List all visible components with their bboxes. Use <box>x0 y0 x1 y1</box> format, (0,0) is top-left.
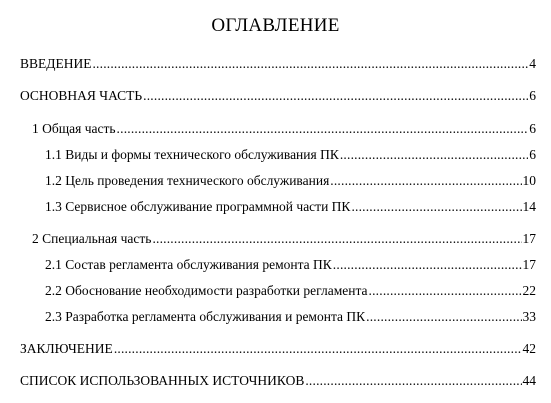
toc-dot-leader <box>305 372 521 390</box>
toc-dot-leader <box>340 146 528 164</box>
toc-entry-label: 2.3 Разработка регламента обслуживания и ремонта ПК <box>45 309 366 324</box>
toc-entry <box>45 198 536 216</box>
toc-entry-page: 33 <box>522 309 536 324</box>
toc-entry-label: 2 Специальная часть <box>32 231 152 246</box>
toc-entry-page: 17 <box>522 231 536 246</box>
toc-dot-leader <box>117 120 529 138</box>
toc-dot-leader <box>351 198 521 216</box>
toc-entry-label: 1.3 Сервисное обслуживание программной части ПК <box>45 199 351 214</box>
toc-entry-page: 4 <box>529 56 536 71</box>
toc-entry-page: 17 <box>522 257 536 272</box>
toc-entry <box>45 308 536 326</box>
toc-entry-page: 22 <box>522 283 536 298</box>
toc-entry <box>32 230 536 248</box>
toc-entry-label: СПИСОК ИСПОЛЬЗОВАННЫХ ИСТОЧНИКОВ <box>20 373 305 388</box>
toc-entry-label: 1.1 Виды и формы технического обслуживания ПК <box>45 147 339 162</box>
toc-dot-leader <box>369 282 522 300</box>
toc-entry-label: ОСНОВНАЯ ЧАСТЬ <box>20 88 143 103</box>
toc-entry <box>45 172 536 190</box>
toc-entry-label: 2.2 Обоснование необходимости разработки регламента <box>45 283 368 298</box>
toc-entry-page: 6 <box>529 147 536 162</box>
toc-entry-page: 44 <box>522 373 536 388</box>
toc-dot-leader <box>114 340 522 358</box>
toc-entry-page: 42 <box>522 341 536 356</box>
toc-dot-leader <box>330 172 521 190</box>
toc-entry <box>20 372 536 390</box>
toc-entry <box>32 120 536 138</box>
toc-entry-label: 1.2 Цель проведения технического обслуживания <box>45 173 330 188</box>
toc-dot-leader <box>152 230 521 248</box>
toc-entry-page: 6 <box>529 121 536 136</box>
toc-dot-leader <box>333 256 522 274</box>
toc-entry <box>45 282 536 300</box>
toc-entry-page: 10 <box>522 173 536 188</box>
toc-title: ОГЛАВЛЕНИЕ <box>211 15 340 36</box>
toc-entry-label: 1 Общая часть <box>32 121 116 136</box>
toc-entry <box>45 256 536 274</box>
toc-entry-page: 6 <box>529 88 536 103</box>
toc-entry-label: ЗАКЛЮЧЕНИЕ <box>20 341 113 356</box>
toc-entry-label: 2.1 Состав регламента обслуживания ремонта ПК <box>45 257 332 272</box>
toc-dot-leader <box>366 308 521 326</box>
toc-entry-label: ВВЕДЕНИЕ <box>20 56 92 71</box>
toc-entry <box>20 87 536 105</box>
toc-entry <box>20 55 536 73</box>
toc-entry <box>20 340 536 358</box>
toc-dot-leader <box>92 55 528 73</box>
toc-entry-page: 14 <box>522 199 536 214</box>
toc-entry <box>45 146 536 164</box>
toc-dot-leader <box>143 87 528 105</box>
